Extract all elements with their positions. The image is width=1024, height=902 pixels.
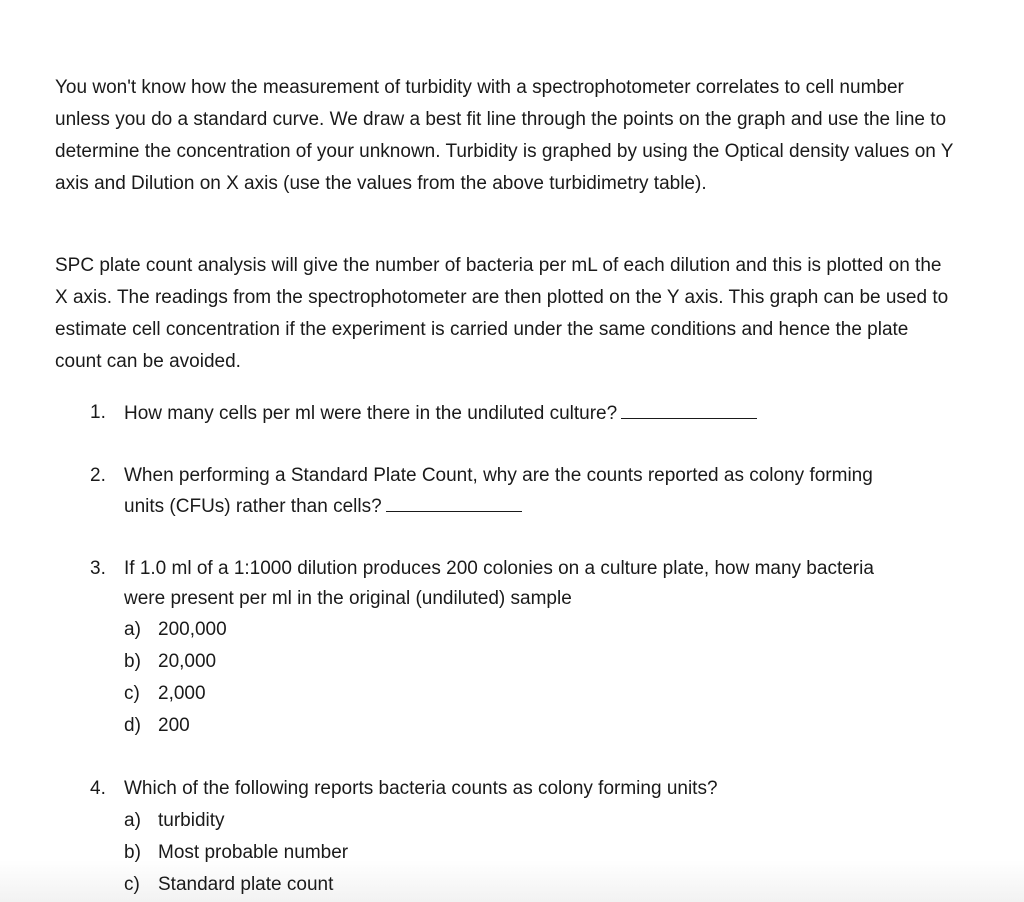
option-d[interactable] [124, 711, 190, 741]
option-text: 200,000 [158, 619, 227, 640]
intro-paragraph-1: You won't know how the measurement of turbidity with a spectrophotometer correlates to cell number unless you do a standard curve. We draw a best fit line through the points on the graph and use the line to determine the concentration of your unknown. Turbidity is graphed by using the Optical density values on Y axis and Dilution on X axis (use the values from the above turbidimetry table). [55, 77, 954, 194]
question-number: 1. [90, 402, 106, 423]
option-a[interactable] [124, 615, 227, 645]
option-c[interactable] [124, 679, 206, 709]
option-text: turbidity [158, 810, 225, 831]
answer-blank[interactable] [386, 491, 522, 512]
question-text-container [124, 461, 884, 522]
question-text: How many cells per ml were there in the undiluted culture? [124, 403, 618, 424]
option-text: Most probable number [158, 842, 349, 863]
option-text: 20,000 [158, 651, 217, 672]
question-text-container [124, 398, 924, 429]
intro-paragraph-2: SPC plate count analysis will give the number of bacteria per mL of each dilution and this is plotted on the X axis. The readings from the spectrophotometer are then plotted on the Y axis. This graph can be used to estimate cell concentration if the experiment is carried under the same conditions and hence the plate count can be avoided. [55, 255, 949, 372]
option-letter: c) [124, 874, 140, 895]
question-text: When performing a Standard Plate Count, why are the counts reported as colony forming units (CFUs) rather than cells? [124, 465, 873, 517]
option-text: 200 [158, 715, 190, 736]
question-text: Which of the following reports bacteria counts as colony forming units? [124, 778, 718, 799]
option-b[interactable] [124, 647, 216, 677]
question-number: 3. [90, 558, 106, 579]
option-text: Standard plate count [158, 874, 334, 895]
option-a[interactable] [124, 806, 225, 836]
option-letter: c) [124, 683, 140, 704]
question-text: If 1.0 ml of a 1:1000 dilution produces 200 colonies on a culture plate, how many bacteria were present per ml in the original (undiluted) sample [124, 558, 874, 609]
option-letter: b) [124, 651, 141, 672]
option-text: 2,000 [158, 683, 206, 704]
answer-blank[interactable] [621, 398, 757, 419]
option-letter: a) [124, 810, 141, 831]
question-number: 2. [90, 465, 106, 486]
option-b[interactable] [124, 838, 348, 868]
question-number: 4. [90, 778, 106, 799]
option-letter: a) [124, 619, 141, 640]
option-letter: d) [124, 715, 141, 736]
option-letter: b) [124, 842, 141, 863]
option-c[interactable] [124, 870, 333, 900]
